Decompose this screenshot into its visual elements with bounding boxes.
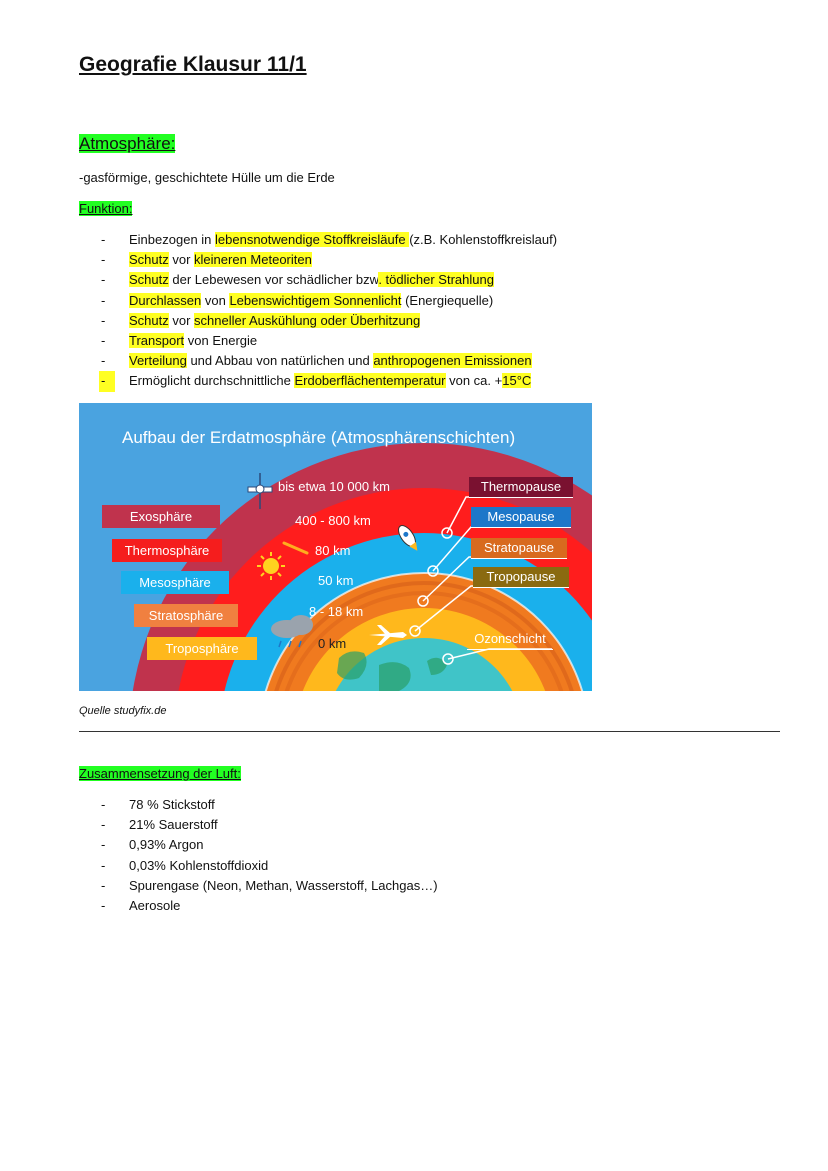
dash-bullet: - [101,272,106,288]
function-item [79,250,557,270]
plain-text: (z.B. Kohlenstoffkreislauf) [409,232,558,247]
page-title: Geografie Klausur 11/1 [79,53,307,76]
air-item-text: 21% Sauerstoff [129,817,218,833]
air-item [79,795,438,815]
dash-bullet: - [101,232,106,247]
function-item [79,270,557,290]
dash-bullet: - [101,252,106,268]
altitude-label: 50 km [318,573,354,588]
dash-bullet: - [101,312,106,328]
altitude-label: 0 km [318,636,347,651]
function-item [79,331,557,351]
boundary-label-tropopause: Tropopause [473,567,569,588]
highlighted-text: Verteilung [129,353,187,369]
function-item [79,230,557,250]
layer-label-stratosphäre: Stratosphäre [134,604,238,627]
figure-source: Quelle studyfix.de [79,705,167,717]
plain-text: von [201,292,230,308]
highlighted-text: Erdoberflächentemperatur [294,373,446,389]
dash-bullet: - [101,797,106,812]
plain-text: Ermöglicht durchschnittliche [129,373,295,389]
boundary-label-ozonschicht: Ozonschicht [467,629,553,650]
plain-text: vor [168,252,195,268]
highlighted-text: anthropogenen Emissionen [373,353,532,369]
function-item [79,371,557,391]
dash-bullet: - [101,353,106,369]
air-item [79,896,438,916]
atmosphere-layer-figure [79,403,592,691]
function-item [79,351,557,371]
atmosphere-definition: -gasförmige, geschichtete Hülle um die Erde [79,170,335,185]
highlighted-text: Schutz [129,252,169,268]
layer-label-thermosphäre: Thermosphäre [112,539,222,562]
dash-bullet: - [101,857,106,873]
air-item-text: Spurengase (Neon, Methan, Wasserstoff, Lachgas…) [129,877,438,893]
plain-text: von ca. + [445,373,503,389]
dash-bullet: - [101,292,106,308]
plain-text: (Energiequelle) [401,292,494,308]
altitude-label: bis etwa 10 000 km [278,479,391,494]
layer-label-mesosphäre: Mesosphäre [121,571,229,594]
function-item [79,311,557,331]
air-composition-list [79,795,438,916]
dash-bullet: - [99,371,115,391]
air-heading [79,766,241,781]
section-divider [79,731,780,732]
altitude-label: 400 - 800 km [295,513,371,528]
dash-bullet: - [101,817,106,833]
highlighted-text: . tödlicher Strahlung [378,272,494,288]
plain-text: Einbezogen in [129,232,216,247]
air-item-text: Aerosole [129,897,181,913]
plain-text: und Abbau von natürlichen und [186,353,374,369]
air-item [79,856,438,876]
highlighted-text: kleineren Meteoriten [194,252,312,268]
highlighted-text: schneller Auskühlung oder Überhitzung [194,312,421,328]
highlighted-text: lebensnotwendige Stoffkreisläufe [215,232,410,247]
function-heading [79,201,132,216]
air-item-text: 0,93% Argon [129,837,204,853]
air-item [79,876,438,896]
layer-label-exosphäre: Exosphäre [102,505,220,528]
figure-title: Aufbau der Erdatmosphäre (Atmosphärenschichten) [122,428,516,447]
highlighted-text: Lebenswichtigem Sonnenlicht [229,292,402,308]
function-list [79,230,557,392]
highlighted-text: 15°C [502,373,532,389]
dash-bullet: - [101,877,106,893]
plain-text: vor [168,312,195,328]
plain-text: der Lebewesen vor schädlicher bzw [168,272,379,288]
highlighted-text: Schutz [129,312,169,328]
boundary-label-thermopause: Thermopause [469,477,573,498]
air-item-text: 78 % Stickstoff [129,797,215,812]
air-heading-text: Zusammensetzung der Luft: [79,766,241,781]
boundary-label-stratopause: Stratopause [471,538,567,559]
atmosphere-heading [79,134,175,154]
dash-bullet: - [101,837,106,853]
highlighted-text: Durchlassen [129,292,202,308]
altitude-label: 80 km [315,543,351,558]
function-heading-text: Funktion: [79,201,133,216]
function-item [79,291,557,311]
altitude-label: 8 - 18 km [309,604,364,619]
air-item [79,815,438,835]
boundary-label-mesopause: Mesopause [471,507,571,528]
highlighted-text: Transport [129,332,185,348]
layer-label-troposphäre: Troposphäre [147,637,257,660]
dash-bullet: - [101,332,106,348]
dash-bullet: - [101,897,106,913]
highlighted-text: Schutz [129,272,169,288]
air-item [79,835,438,855]
air-item-text: 0,03% Kohlenstoffdioxid [129,857,269,873]
atmosphere-heading-text: Atmosphäre: [79,134,176,153]
plain-text: von Energie [184,332,258,348]
